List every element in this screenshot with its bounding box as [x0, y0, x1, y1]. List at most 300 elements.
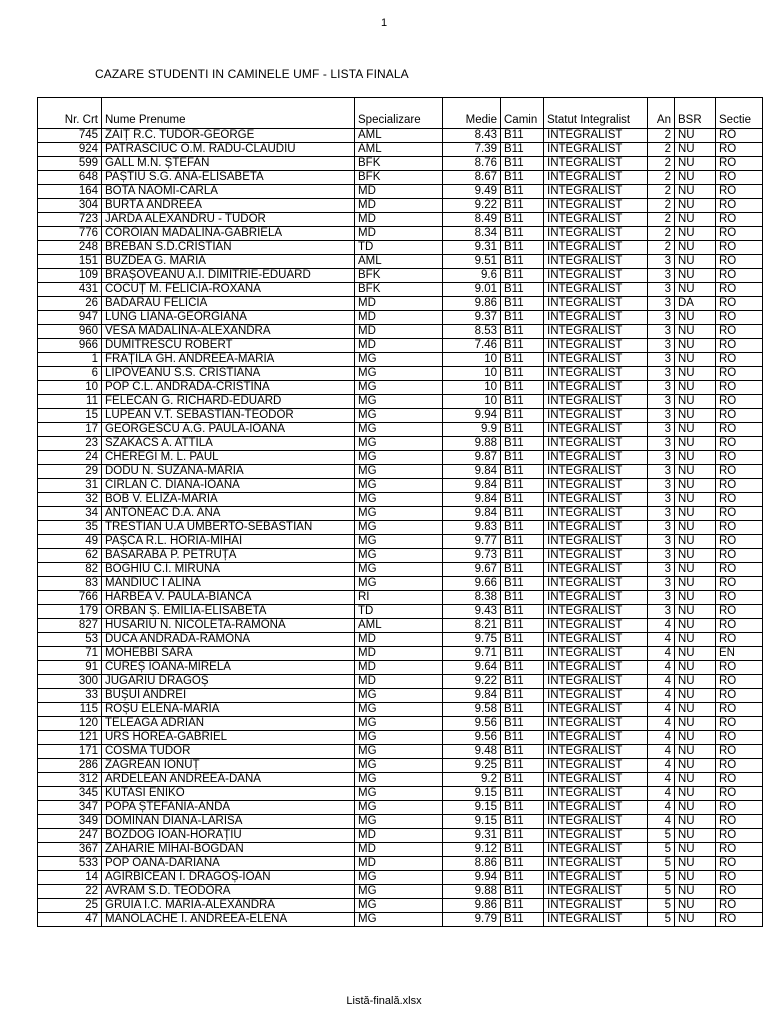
cell-specializare: AML: [355, 255, 443, 269]
cell-bsr: NU: [675, 353, 716, 367]
cell-nume-prenume: KUTASI ENIKO: [102, 787, 355, 801]
table-row: [38, 563, 763, 577]
cell-nume-prenume: BOTA NAOMI-CARLA: [102, 185, 355, 199]
cell-nume-prenume: POP C.L. ANDRADA-CRISTINA: [102, 381, 355, 395]
cell-statut-integralist: INTEGRALIST: [544, 899, 648, 913]
table-row: [38, 423, 763, 437]
cell-sectie: RO: [716, 815, 763, 829]
cell-bsr: NU: [675, 493, 716, 507]
cell-camin: B11: [501, 451, 544, 465]
cell-camin: B11: [501, 717, 544, 731]
cell-nume-prenume: PAȘTIU S.G. ANA-ELISABETA: [102, 171, 355, 185]
table-row: [38, 871, 763, 885]
cell-statut-integralist: INTEGRALIST: [544, 395, 648, 409]
cell-medie: 9.43: [443, 605, 501, 619]
cell-sectie: RO: [716, 297, 763, 311]
table-row: [38, 479, 763, 493]
cell-medie: 9.88: [443, 885, 501, 899]
cell-statut-integralist: INTEGRALIST: [544, 787, 648, 801]
cell-nr-crt: 91: [38, 661, 102, 675]
cell-camin: B11: [501, 829, 544, 843]
cell-an: 2: [648, 199, 675, 213]
cell-specializare: MD: [355, 325, 443, 339]
cell-sectie: RO: [716, 857, 763, 871]
cell-nr-crt: 47: [38, 913, 102, 927]
cell-sectie: RO: [716, 759, 763, 773]
cell-sectie: RO: [716, 507, 763, 521]
cell-nume-prenume: HUSARIU N. NICOLETA-RAMONA: [102, 619, 355, 633]
table-row: [38, 661, 763, 675]
table-row: [38, 437, 763, 451]
column-header-specializare: Specializare: [355, 98, 443, 129]
cell-statut-integralist: INTEGRALIST: [544, 437, 648, 451]
cell-an: 3: [648, 577, 675, 591]
cell-specializare: MG: [355, 549, 443, 563]
cell-bsr: NU: [675, 857, 716, 871]
cell-camin: B11: [501, 843, 544, 857]
table-row: [38, 395, 763, 409]
cell-nume-prenume: TELEAGĂ ADRIAN: [102, 717, 355, 731]
cell-camin: B11: [501, 353, 544, 367]
cell-sectie: RO: [716, 451, 763, 465]
cell-bsr: NU: [675, 703, 716, 717]
cell-specializare: RI: [355, 591, 443, 605]
cell-medie: 9.58: [443, 703, 501, 717]
cell-sectie: RO: [716, 171, 763, 185]
table-row: [38, 549, 763, 563]
cell-specializare: MG: [355, 507, 443, 521]
cell-medie: 9.94: [443, 871, 501, 885]
table-row: [38, 269, 763, 283]
cell-an: 5: [648, 843, 675, 857]
cell-specializare: MG: [355, 773, 443, 787]
table-body: [38, 129, 763, 927]
cell-camin: B11: [501, 171, 544, 185]
cell-specializare: BFK: [355, 157, 443, 171]
cell-camin: B11: [501, 493, 544, 507]
cell-statut-integralist: INTEGRALIST: [544, 857, 648, 871]
cell-statut-integralist: INTEGRALIST: [544, 479, 648, 493]
cell-medie: 9.25: [443, 759, 501, 773]
cell-nume-prenume: PAȘCA R.L. HORIA-MIHAI: [102, 535, 355, 549]
cell-sectie: RO: [716, 409, 763, 423]
cell-statut-integralist: INTEGRALIST: [544, 913, 648, 927]
cell-statut-integralist: INTEGRALIST: [544, 353, 648, 367]
cell-an: 3: [648, 297, 675, 311]
footer-filename: Listă-finală.xlsx: [346, 995, 422, 1007]
cell-specializare: MG: [355, 479, 443, 493]
cell-medie: 9.88: [443, 437, 501, 451]
cell-nr-crt: 431: [38, 283, 102, 297]
cell-nr-crt: 17: [38, 423, 102, 437]
header-row: [38, 98, 763, 129]
column-header-an: An: [648, 98, 675, 129]
cell-medie: 9.51: [443, 255, 501, 269]
cell-medie: 9.22: [443, 675, 501, 689]
cell-statut-integralist: INTEGRALIST: [544, 311, 648, 325]
cell-medie: 9.64: [443, 661, 501, 675]
cell-nr-crt: 247: [38, 829, 102, 843]
cell-specializare: MD: [355, 227, 443, 241]
cell-specializare: MD: [355, 857, 443, 871]
cell-camin: B11: [501, 913, 544, 927]
cell-bsr: NU: [675, 885, 716, 899]
cell-sectie: RO: [716, 773, 763, 787]
cell-camin: B11: [501, 241, 544, 255]
cell-nr-crt: 966: [38, 339, 102, 353]
cell-bsr: NU: [675, 283, 716, 297]
cell-nume-prenume: FELECAN G. RICHARD-EDUARD: [102, 395, 355, 409]
cell-statut-integralist: INTEGRALIST: [544, 241, 648, 255]
cell-nume-prenume: ANTONEAC D.A. ANA: [102, 507, 355, 521]
cell-medie: 9.31: [443, 241, 501, 255]
cell-camin: B11: [501, 423, 544, 437]
table-row: [38, 843, 763, 857]
cell-nr-crt: 286: [38, 759, 102, 773]
cell-specializare: BFK: [355, 269, 443, 283]
cell-sectie: RO: [716, 619, 763, 633]
cell-nume-prenume: BOB V. ELIZA-MARIA: [102, 493, 355, 507]
cell-an: 3: [648, 591, 675, 605]
table-row: [38, 703, 763, 717]
table-row: [38, 157, 763, 171]
cell-bsr: NU: [675, 199, 716, 213]
cell-an: 5: [648, 871, 675, 885]
column-header-statut-integralist: Statut Integralist: [544, 98, 648, 129]
cell-an: 4: [648, 619, 675, 633]
cell-bsr: NU: [675, 759, 716, 773]
cell-camin: B11: [501, 633, 544, 647]
cell-sectie: RO: [716, 787, 763, 801]
cell-specializare: MG: [355, 913, 443, 927]
cell-nr-crt: 115: [38, 703, 102, 717]
cell-medie: 9.94: [443, 409, 501, 423]
cell-camin: B11: [501, 815, 544, 829]
cell-medie: 9.56: [443, 731, 501, 745]
table-row: [38, 521, 763, 535]
cell-camin: B11: [501, 759, 544, 773]
cell-an: 4: [648, 675, 675, 689]
cell-an: 4: [648, 787, 675, 801]
cell-medie: 8.67: [443, 171, 501, 185]
cell-sectie: RO: [716, 129, 763, 143]
cell-nume-prenume: MOHEBBI SARA: [102, 647, 355, 661]
cell-medie: 9.6: [443, 269, 501, 283]
table-row: [38, 913, 763, 927]
cell-sectie: RO: [716, 269, 763, 283]
cell-nr-crt: 82: [38, 563, 102, 577]
cell-statut-integralist: INTEGRALIST: [544, 535, 648, 549]
cell-sectie: RO: [716, 745, 763, 759]
cell-statut-integralist: INTEGRALIST: [544, 367, 648, 381]
cell-an: 3: [648, 409, 675, 423]
cell-nume-prenume: CIRLAN C. DIANA-IOANA: [102, 479, 355, 493]
cell-bsr: NU: [675, 913, 716, 927]
cell-camin: B11: [501, 381, 544, 395]
cell-statut-integralist: INTEGRALIST: [544, 885, 648, 899]
cell-specializare: AML: [355, 619, 443, 633]
cell-sectie: RO: [716, 913, 763, 927]
cell-medie: 9.15: [443, 787, 501, 801]
cell-sectie: RO: [716, 549, 763, 563]
cell-medie: 9.15: [443, 801, 501, 815]
cell-bsr: NU: [675, 269, 716, 283]
cell-bsr: NU: [675, 745, 716, 759]
cell-specializare: MD: [355, 185, 443, 199]
cell-camin: B11: [501, 801, 544, 815]
cell-statut-integralist: INTEGRALIST: [544, 843, 648, 857]
cell-an: 2: [648, 213, 675, 227]
cell-sectie: RO: [716, 717, 763, 731]
cell-medie: 9.12: [443, 843, 501, 857]
cell-nume-prenume: LUPEAN V.T. SEBASTIAN-TEODOR: [102, 409, 355, 423]
cell-bsr: NU: [675, 157, 716, 171]
cell-specializare: MG: [355, 493, 443, 507]
cell-camin: B11: [501, 479, 544, 493]
table-row: [38, 787, 763, 801]
cell-bsr: NU: [675, 311, 716, 325]
cell-an: 3: [648, 367, 675, 381]
cell-sectie: RO: [716, 689, 763, 703]
cell-camin: B11: [501, 661, 544, 675]
cell-nr-crt: 533: [38, 857, 102, 871]
cell-sectie: RO: [716, 675, 763, 689]
cell-statut-integralist: INTEGRALIST: [544, 815, 648, 829]
cell-sectie: RO: [716, 871, 763, 885]
cell-statut-integralist: INTEGRALIST: [544, 689, 648, 703]
cell-nr-crt: 71: [38, 647, 102, 661]
cell-medie: 9.77: [443, 535, 501, 549]
cell-bsr: NU: [675, 549, 716, 563]
cell-camin: B11: [501, 297, 544, 311]
table-row: [38, 619, 763, 633]
column-header-sectie: Sectie: [716, 98, 763, 129]
cell-camin: B11: [501, 465, 544, 479]
cell-nume-prenume: COROIAN MĂDĂLINA-GABRIELA: [102, 227, 355, 241]
cell-sectie: RO: [716, 479, 763, 493]
cell-nr-crt: 23: [38, 437, 102, 451]
cell-nume-prenume: GEORGESCU A.G. PAULA-IOANA: [102, 423, 355, 437]
table-row: [38, 493, 763, 507]
cell-camin: B11: [501, 535, 544, 549]
table-row: [38, 339, 763, 353]
cell-camin: B11: [501, 871, 544, 885]
cell-sectie: RO: [716, 325, 763, 339]
cell-specializare: MG: [355, 885, 443, 899]
cell-nr-crt: 32: [38, 493, 102, 507]
cell-an: 3: [648, 423, 675, 437]
cell-nr-crt: 26: [38, 297, 102, 311]
cell-nr-crt: 349: [38, 815, 102, 829]
table-row: [38, 885, 763, 899]
cell-bsr: NU: [675, 507, 716, 521]
cell-medie: 9.49: [443, 185, 501, 199]
cell-sectie: RO: [716, 465, 763, 479]
cell-statut-integralist: INTEGRALIST: [544, 185, 648, 199]
cell-sectie: RO: [716, 367, 763, 381]
cell-statut-integralist: INTEGRALIST: [544, 759, 648, 773]
cell-statut-integralist: INTEGRALIST: [544, 647, 648, 661]
cell-statut-integralist: INTEGRALIST: [544, 493, 648, 507]
table-row: [38, 255, 763, 269]
cell-nr-crt: 151: [38, 255, 102, 269]
cell-camin: B11: [501, 703, 544, 717]
cell-nume-prenume: TRESTIAN U.A UMBERTO-SEBASTIAN: [102, 521, 355, 535]
cell-nume-prenume: GALL M.N. ȘTEFAN: [102, 157, 355, 171]
cell-bsr: NU: [675, 213, 716, 227]
cell-specializare: MG: [355, 535, 443, 549]
cell-nr-crt: 120: [38, 717, 102, 731]
cell-specializare: AML: [355, 143, 443, 157]
cell-statut-integralist: INTEGRALIST: [544, 381, 648, 395]
cell-medie: 9.15: [443, 815, 501, 829]
cell-statut-integralist: INTEGRALIST: [544, 731, 648, 745]
cell-statut-integralist: INTEGRALIST: [544, 549, 648, 563]
cell-nume-prenume: ROȘU ELENA-MARIA: [102, 703, 355, 717]
cell-sectie: RO: [716, 563, 763, 577]
cell-camin: B11: [501, 129, 544, 143]
table-row: [38, 213, 763, 227]
cell-sectie: RO: [716, 437, 763, 451]
cell-sectie: RO: [716, 353, 763, 367]
table-row: [38, 689, 763, 703]
cell-statut-integralist: INTEGRALIST: [544, 801, 648, 815]
cell-medie: 9.01: [443, 283, 501, 297]
cell-statut-integralist: INTEGRALIST: [544, 269, 648, 283]
table-row: [38, 185, 763, 199]
cell-camin: B11: [501, 311, 544, 325]
cell-statut-integralist: INTEGRALIST: [544, 633, 648, 647]
cell-an: 2: [648, 171, 675, 185]
table-row: [38, 801, 763, 815]
cell-statut-integralist: INTEGRALIST: [544, 465, 648, 479]
cell-statut-integralist: INTEGRALIST: [544, 675, 648, 689]
cell-sectie: RO: [716, 381, 763, 395]
cell-statut-integralist: INTEGRALIST: [544, 423, 648, 437]
cell-medie: 9.37: [443, 311, 501, 325]
cell-sectie: RO: [716, 661, 763, 675]
cell-medie: 9.9: [443, 423, 501, 437]
cell-specializare: MG: [355, 745, 443, 759]
cell-camin: B11: [501, 689, 544, 703]
cell-nr-crt: 34: [38, 507, 102, 521]
cell-nr-crt: 109: [38, 269, 102, 283]
cell-an: 2: [648, 143, 675, 157]
cell-an: 2: [648, 227, 675, 241]
cell-nr-crt: 367: [38, 843, 102, 857]
cell-nr-crt: 924: [38, 143, 102, 157]
column-header-nume-prenume: Nume Prenume: [102, 98, 355, 129]
table-row: [38, 829, 763, 843]
table-row: [38, 899, 763, 913]
cell-an: 5: [648, 857, 675, 871]
cell-camin: B11: [501, 899, 544, 913]
cell-sectie: EN: [716, 647, 763, 661]
cell-an: 3: [648, 605, 675, 619]
cell-nume-prenume: BUȘUI ANDREI: [102, 689, 355, 703]
cell-specializare: MG: [355, 437, 443, 451]
cell-an: 3: [648, 269, 675, 283]
cell-statut-integralist: INTEGRALIST: [544, 171, 648, 185]
cell-camin: B11: [501, 199, 544, 213]
cell-nume-prenume: DUMITRESCU ROBERT: [102, 339, 355, 353]
cell-bsr: NU: [675, 829, 716, 843]
cell-medie: 9.87: [443, 451, 501, 465]
cell-nr-crt: 14: [38, 871, 102, 885]
cell-sectie: RO: [716, 213, 763, 227]
table-row: [38, 297, 763, 311]
table-row: [38, 367, 763, 381]
cell-medie: 9.84: [443, 689, 501, 703]
cell-nume-prenume: FRĂȚILĂ GH. ANDREEA-MARIA: [102, 353, 355, 367]
cell-nume-prenume: ARDELEAN ANDREEA-DANA: [102, 773, 355, 787]
column-header-medie: Medie: [443, 98, 501, 129]
table-row: [38, 465, 763, 479]
cell-bsr: NU: [675, 227, 716, 241]
cell-camin: B11: [501, 577, 544, 591]
cell-bsr: NU: [675, 465, 716, 479]
cell-bsr: NU: [675, 619, 716, 633]
cell-sectie: RO: [716, 157, 763, 171]
cell-an: 5: [648, 899, 675, 913]
cell-bsr: NU: [675, 871, 716, 885]
table-row: [38, 577, 763, 591]
cell-specializare: MG: [355, 465, 443, 479]
cell-an: 4: [648, 731, 675, 745]
cell-an: 3: [648, 535, 675, 549]
cell-statut-integralist: INTEGRALIST: [544, 199, 648, 213]
cell-medie: 9.84: [443, 465, 501, 479]
cell-an: 4: [648, 759, 675, 773]
cell-nr-crt: 49: [38, 535, 102, 549]
cell-specializare: MD: [355, 647, 443, 661]
cell-bsr: NU: [675, 689, 716, 703]
cell-nume-prenume: BURTĂ ANDREEA: [102, 199, 355, 213]
cell-sectie: RO: [716, 899, 763, 913]
cell-nr-crt: 62: [38, 549, 102, 563]
cell-an: 4: [648, 703, 675, 717]
cell-nr-crt: 83: [38, 577, 102, 591]
cell-statut-integralist: INTEGRALIST: [544, 143, 648, 157]
cell-an: 4: [648, 745, 675, 759]
cell-nr-crt: 648: [38, 171, 102, 185]
cell-specializare: MG: [355, 521, 443, 535]
cell-medie: 9.67: [443, 563, 501, 577]
column-header-nr-crt: Nr. Crt: [38, 98, 102, 129]
cell-nume-prenume: GRUIA I.C. MARIA-ALEXANDRA: [102, 899, 355, 913]
cell-statut-integralist: INTEGRALIST: [544, 605, 648, 619]
cell-specializare: MG: [355, 731, 443, 745]
cell-sectie: RO: [716, 227, 763, 241]
cell-specializare: MD: [355, 213, 443, 227]
cell-sectie: RO: [716, 185, 763, 199]
cell-statut-integralist: INTEGRALIST: [544, 129, 648, 143]
cell-statut-integralist: INTEGRALIST: [544, 213, 648, 227]
table-row: [38, 507, 763, 521]
cell-specializare: TD: [355, 605, 443, 619]
cell-specializare: MG: [355, 353, 443, 367]
cell-camin: B11: [501, 731, 544, 745]
cell-camin: B11: [501, 507, 544, 521]
cell-specializare: MG: [355, 381, 443, 395]
cell-sectie: RO: [716, 605, 763, 619]
cell-statut-integralist: INTEGRALIST: [544, 619, 648, 633]
cell-nr-crt: 827: [38, 619, 102, 633]
cell-nume-prenume: COCUȚ M. FELICIA-ROXANA: [102, 283, 355, 297]
cell-specializare: MG: [355, 409, 443, 423]
table-row: [38, 717, 763, 731]
cell-nume-prenume: BĂDĂRĂU FELICIA: [102, 297, 355, 311]
